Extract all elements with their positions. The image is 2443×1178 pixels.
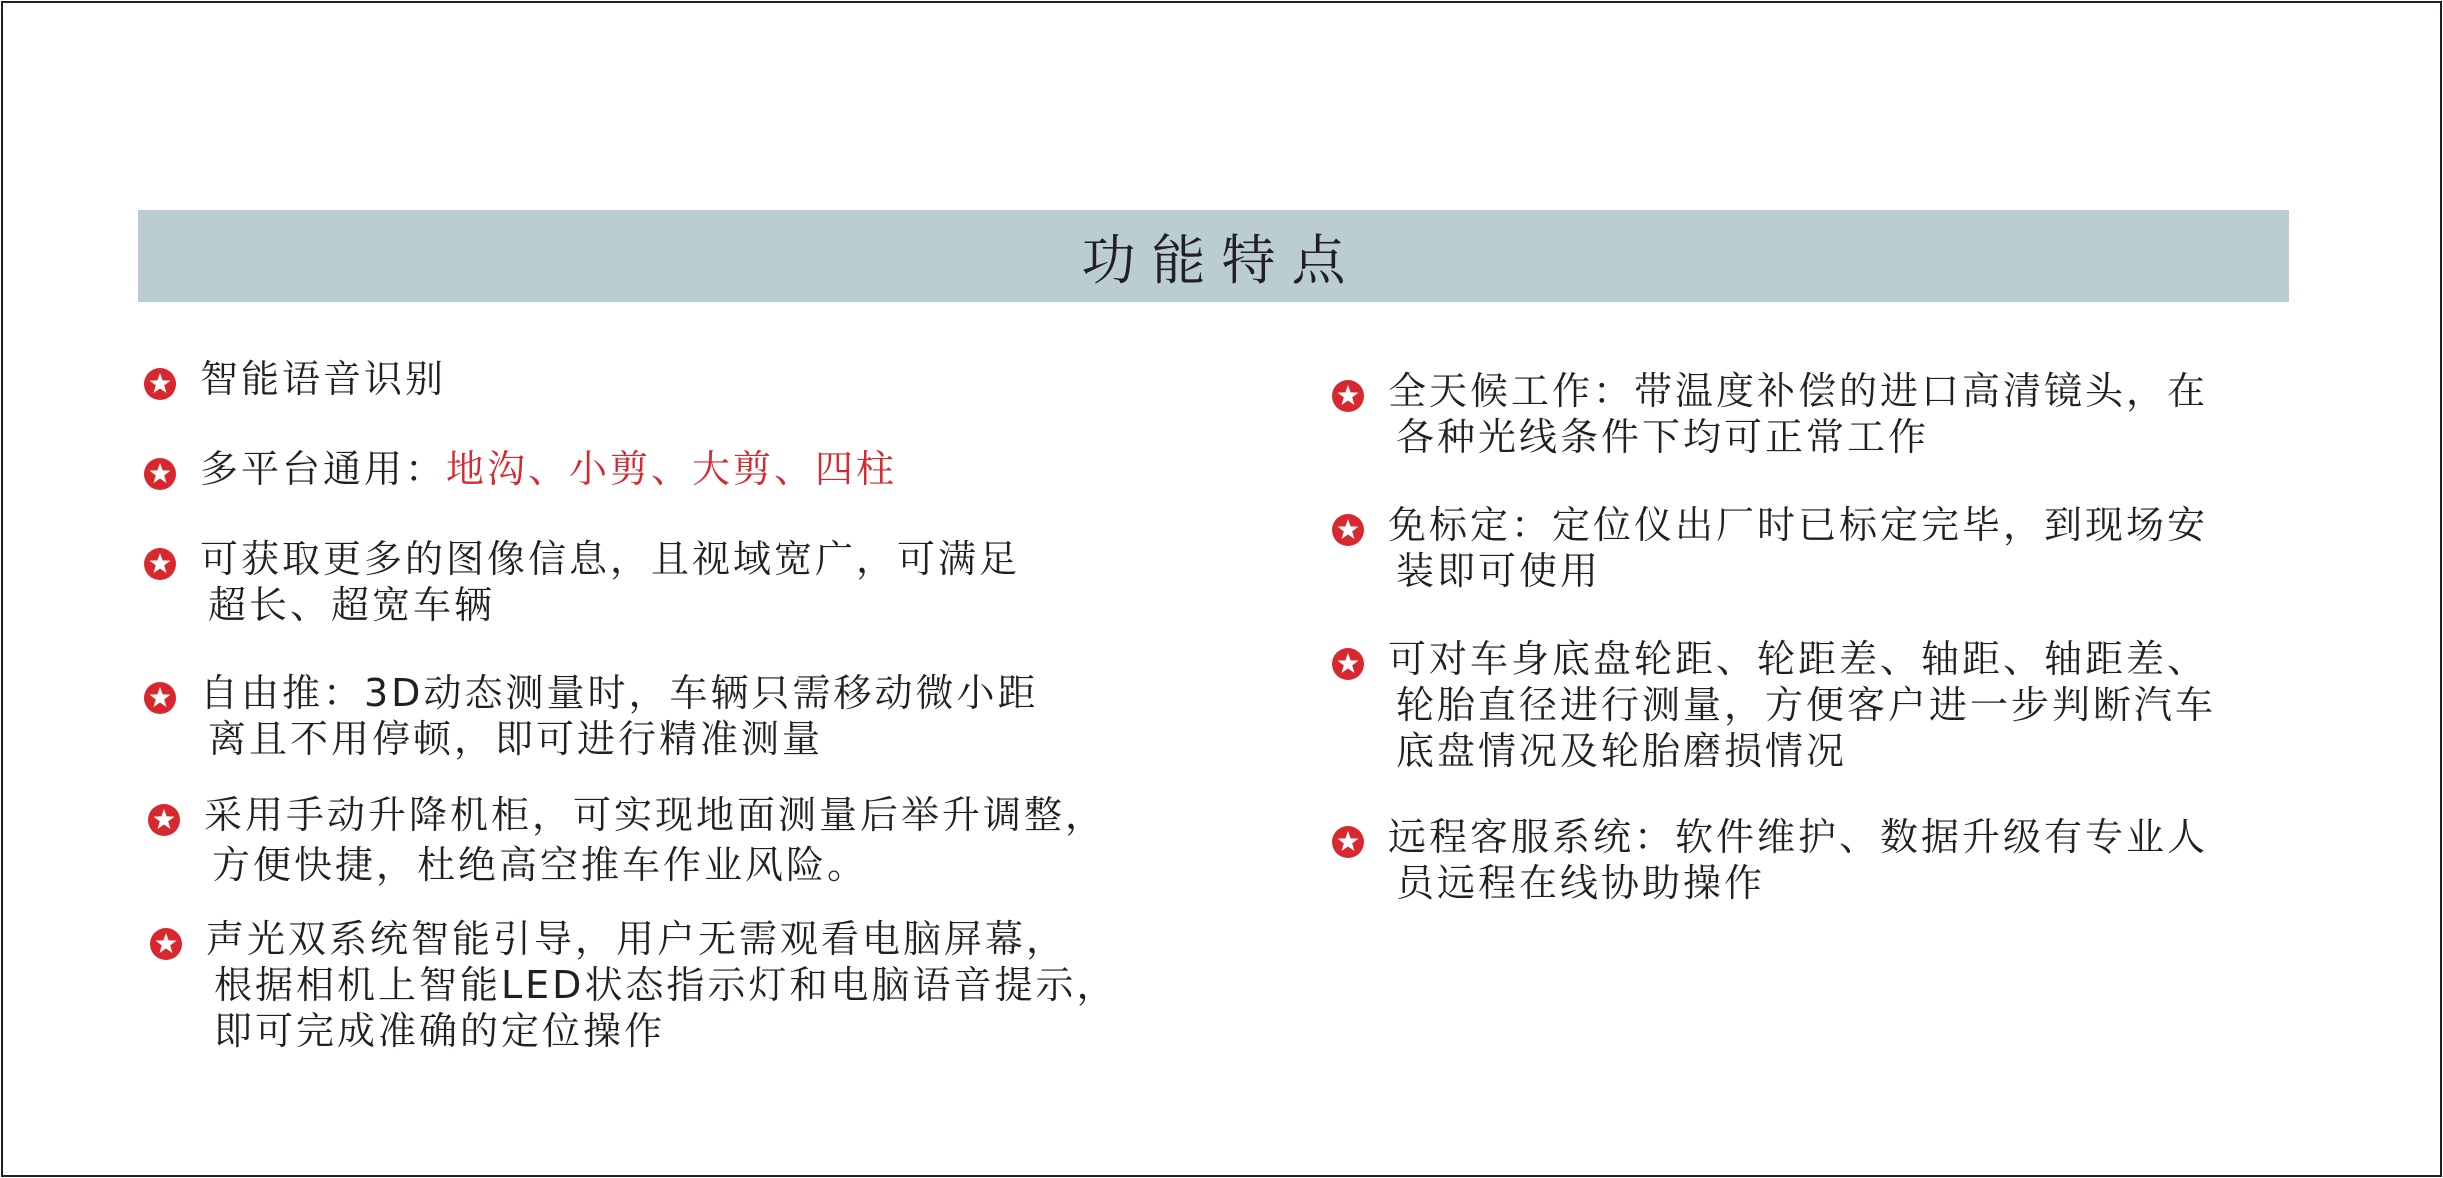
feature-text: 远程客服系统：软件维护、数据升级有专业人 员远程在线协助操作 — [1388, 815, 2209, 905]
star-circle-icon — [148, 804, 180, 836]
star-circle-icon — [144, 682, 176, 714]
feature-item — [144, 670, 1038, 762]
star-circle-icon — [1332, 648, 1364, 680]
platform-list: 地沟、小剪、大剪、四柱 — [446, 447, 898, 491]
feature-item — [144, 536, 1020, 628]
feature-text: 自由推：3D动态测量时，车辆只需移动微小距 离且不用停顿，即可进行精准测量 — [200, 671, 1039, 761]
feature-item — [1332, 814, 2208, 906]
feature-item — [150, 916, 1117, 1054]
feature-text: 采用手动升降机柜，可实现地面测量后举升调整， 方便快捷，杜绝高空推车作业风险。 — [204, 793, 1107, 887]
feature-text: 可获取更多的图像信息，且视域宽广，可满足 超长、超宽车辆 — [200, 537, 1021, 627]
feature-item — [144, 446, 897, 492]
star-circle-icon — [144, 548, 176, 580]
star-circle-icon — [1332, 514, 1364, 546]
feature-text — [200, 446, 897, 492]
feature-text: 全天候工作：带温度补偿的进口高清镜头，在 各种光线条件下均可正常工作 — [1388, 369, 2209, 459]
feature-item — [148, 792, 1106, 888]
feature-text: 可对车身底盘轮距、轮距差、轴距、轴距差、 轮胎直径进行测量，方便客户进一步判断汽车 底盘情况及轮胎磨损情况 — [1388, 637, 2217, 773]
title-bar — [138, 210, 2289, 302]
star-circle-icon — [150, 928, 182, 960]
feature-item — [1332, 636, 2216, 774]
page-title: 功能特点 — [1081, 228, 1362, 292]
star-circle-icon — [1332, 380, 1364, 412]
feature-item — [144, 356, 446, 402]
star-circle-icon — [144, 458, 176, 490]
feature-prefix: 多平台通用： — [200, 447, 447, 491]
feature-text: 声光双系统智能引导，用户无需观看电脑屏幕， 根据相机上智能LED状态指示灯和电脑语音提示， 即可完成准确的定位操作 — [206, 917, 1118, 1053]
feature-text: 免标定：定位仪出厂时已标定完毕，到现场安 装即可使用 — [1388, 503, 2209, 593]
star-circle-icon — [1332, 826, 1364, 858]
feature-text: 智能语音识别 — [200, 357, 447, 401]
feature-item — [1332, 368, 2208, 460]
feature-item — [1332, 502, 2208, 594]
star-circle-icon — [144, 368, 176, 400]
